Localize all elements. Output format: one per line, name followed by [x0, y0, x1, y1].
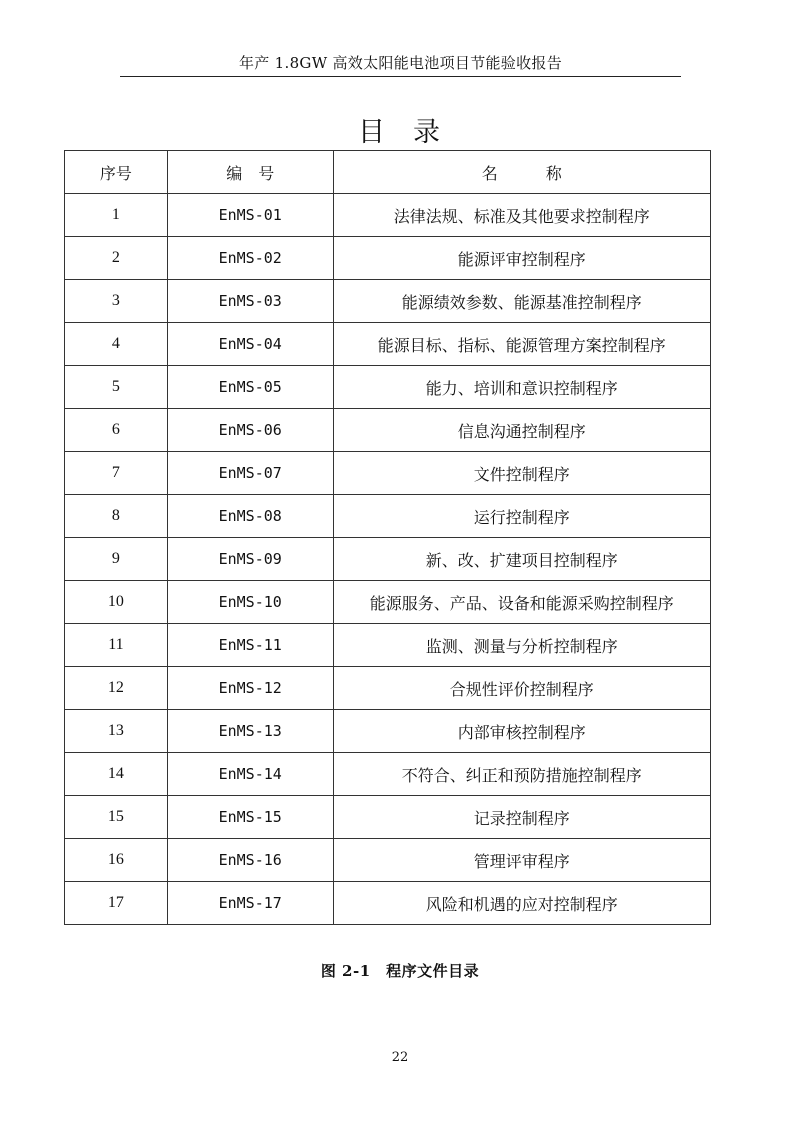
table-row: [65, 710, 711, 753]
cell-code: EnMS-03: [167, 280, 333, 323]
cell-code: EnMS-16: [167, 839, 333, 882]
cell-name: 记录控制程序: [333, 796, 710, 839]
header-code: 编 号: [167, 151, 333, 194]
cell-code: EnMS-07: [167, 452, 333, 495]
cell-seq: 10: [65, 581, 168, 624]
cell-seq: 5: [65, 366, 168, 409]
cell-name: 法律法规、标准及其他要求控制程序: [333, 194, 710, 237]
cell-seq: 3: [65, 280, 168, 323]
cell-seq: 14: [65, 753, 168, 796]
cell-name: 新、改、扩建项目控制程序: [333, 538, 710, 581]
cell-code: EnMS-10: [167, 581, 333, 624]
cell-name: 能源服务、产品、设备和能源采购控制程序: [333, 581, 710, 624]
cell-name: 不符合、纠正和预防措施控制程序: [333, 753, 710, 796]
cell-seq: 15: [65, 796, 168, 839]
header-seq: 序号: [65, 151, 168, 194]
cell-name: 合规性评价控制程序: [333, 667, 710, 710]
table-row: [65, 409, 711, 452]
page-title: [0, 110, 800, 149]
table-row: [65, 624, 711, 667]
table-row: [65, 366, 711, 409]
cell-name: 运行控制程序: [333, 495, 710, 538]
cell-code: EnMS-09: [167, 538, 333, 581]
cell-code: EnMS-02: [167, 237, 333, 280]
cell-name: 能源目标、指标、能源管理方案控制程序: [333, 323, 710, 366]
cell-seq: 4: [65, 323, 168, 366]
header-name: 名 称: [333, 151, 710, 194]
cell-code: EnMS-11: [167, 624, 333, 667]
cell-seq: 11: [65, 624, 168, 667]
page-number: 22: [391, 1050, 409, 1065]
running-header: 年产 1.8GW 高效太阳能电池项目节能验收报告: [239, 54, 562, 72]
cell-name: 管理评审程序: [333, 839, 710, 882]
cell-seq: 13: [65, 710, 168, 753]
header-rule: [120, 76, 681, 77]
table-row: [65, 452, 711, 495]
table-header-row: [65, 151, 711, 194]
cell-name: 能源评审控制程序: [333, 237, 710, 280]
title-char-2: 录: [413, 117, 442, 148]
cell-code: EnMS-14: [167, 753, 333, 796]
cell-code: EnMS-15: [167, 796, 333, 839]
table-row: [65, 237, 711, 280]
cell-code: EnMS-13: [167, 710, 333, 753]
table-row: [65, 796, 711, 839]
table-row: [65, 280, 711, 323]
cell-name: 能源绩效参数、能源基准控制程序: [333, 280, 710, 323]
table-body: [65, 194, 711, 925]
table-row: [65, 495, 711, 538]
title-char-1: 目: [358, 117, 387, 148]
cell-name: 文件控制程序: [333, 452, 710, 495]
cell-code: EnMS-01: [167, 194, 333, 237]
cell-seq: 7: [65, 452, 168, 495]
cell-code: EnMS-06: [167, 409, 333, 452]
cell-seq: 1: [65, 194, 168, 237]
cell-name: 信息沟通控制程序: [333, 409, 710, 452]
procedure-table: [64, 150, 711, 925]
cell-seq: 9: [65, 538, 168, 581]
cell-name: 内部审核控制程序: [333, 710, 710, 753]
cell-code: EnMS-17: [167, 882, 333, 925]
table-row: [65, 667, 711, 710]
cell-seq: 12: [65, 667, 168, 710]
table-row: [65, 581, 711, 624]
table-row: [65, 538, 711, 581]
table-row: [65, 323, 711, 366]
cell-code: EnMS-05: [167, 366, 333, 409]
cell-seq: 6: [65, 409, 168, 452]
table-row: [65, 753, 711, 796]
table-row: [65, 194, 711, 237]
cell-seq: 16: [65, 839, 168, 882]
cell-seq: 2: [65, 237, 168, 280]
cell-seq: 17: [65, 882, 168, 925]
table-row: [65, 882, 711, 925]
cell-seq: 8: [65, 495, 168, 538]
table-row: [65, 839, 711, 882]
cell-code: EnMS-04: [167, 323, 333, 366]
cell-name: 能力、培训和意识控制程序: [333, 366, 710, 409]
cell-code: EnMS-12: [167, 667, 333, 710]
figure-caption: 图 2-1 程序文件目录: [320, 962, 480, 980]
cell-name: 监测、测量与分析控制程序: [333, 624, 710, 667]
cell-code: EnMS-08: [167, 495, 333, 538]
cell-name: 风险和机遇的应对控制程序: [333, 882, 710, 925]
